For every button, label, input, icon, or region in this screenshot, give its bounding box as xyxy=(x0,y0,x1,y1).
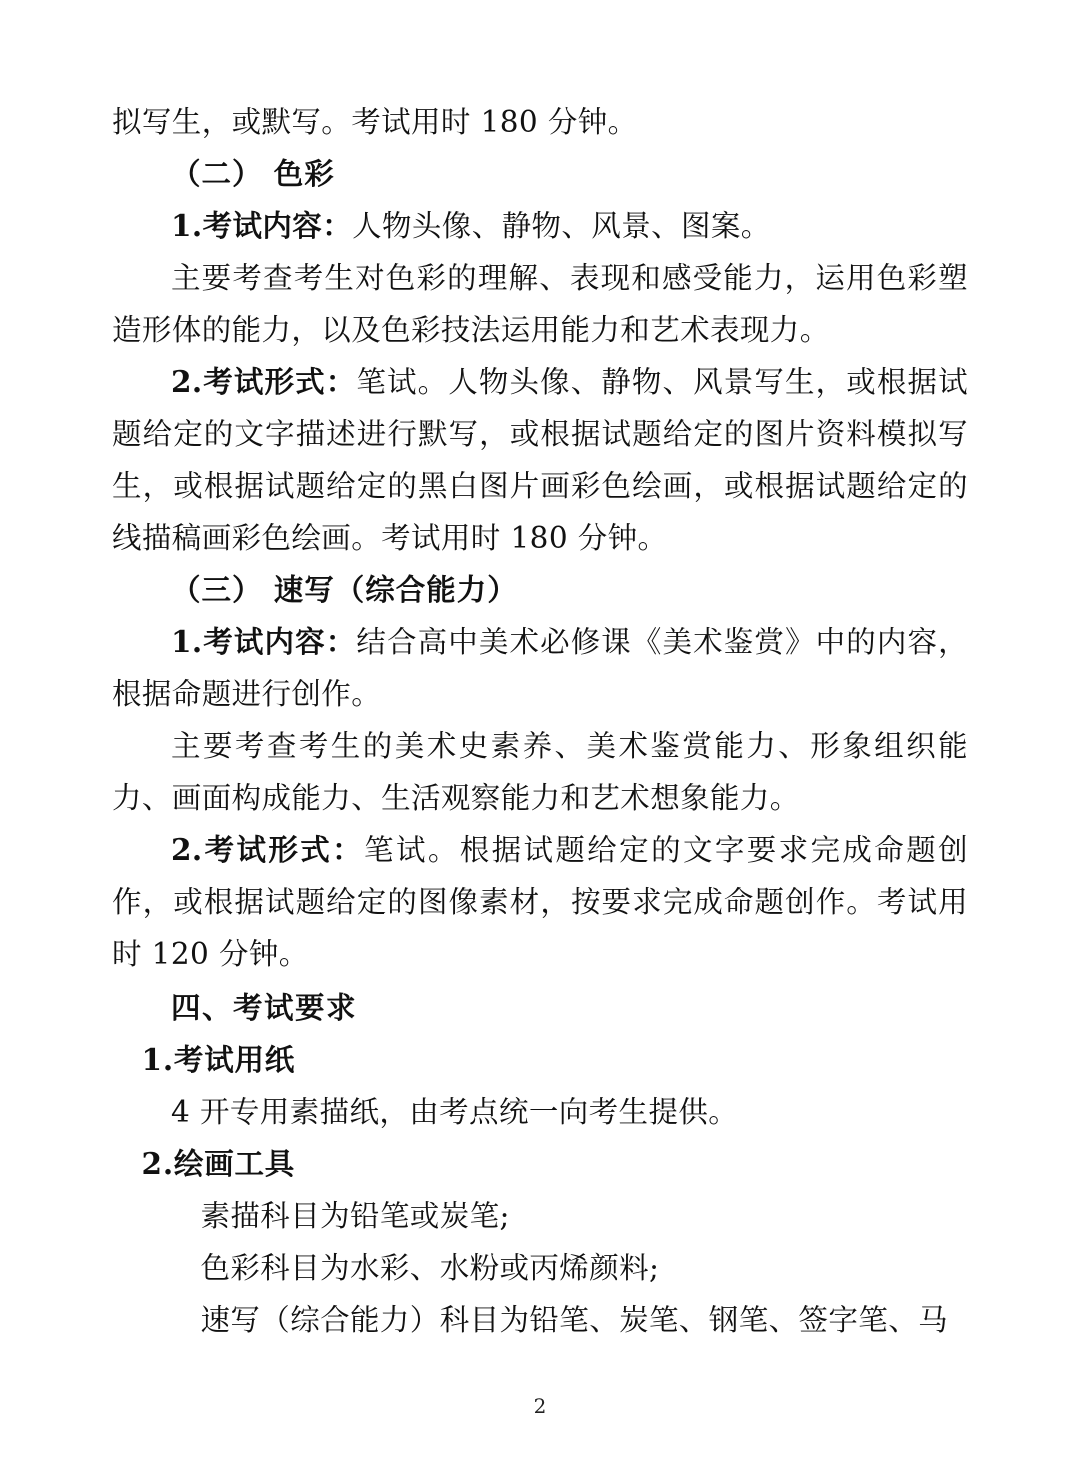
list-item-tool-color: 色彩科目为水彩、水粉或丙烯颜料; xyxy=(200,1251,660,1285)
sub-heading-exam-paper: 1.考试用纸 xyxy=(141,1042,296,1077)
label-exam-content-color: 1.考试内容： xyxy=(171,208,353,243)
page-number: 2 xyxy=(533,1394,547,1418)
text-exam-content-color: 人物头像、静物、风景、图案。 xyxy=(352,209,771,243)
section-heading-color: （二） 色彩 xyxy=(171,156,335,191)
text-exam-content-sketch: 结合高中美术必修课《美术鉴赏》中的内容，根据命题进行创作。 xyxy=(112,625,968,711)
text-exam-form-color: 笔试。人物头像、静物、风景写生，或根据试题给定的文字描述进行默写，或根据试题给定的图片资料模拟写生，或根据试题给定的黑白图片画彩色绘画，或根据试题给定的线描稿画彩色绘画。考试用时 180 分钟。 xyxy=(112,365,968,555)
section-heading-sketch: （三） 速写（综合能力） xyxy=(171,572,518,607)
label-exam-content-sketch: 1.考试内容： xyxy=(171,624,357,659)
text-exam-form-sketch: 笔试。根据试题给定的文字要求完成命题创作，或根据试题给定的图像素材，按要求完成命题创作。考试用时 120 分钟。 xyxy=(112,833,968,971)
sub-heading-drawing-tools: 2.绘画工具 xyxy=(141,1146,296,1181)
paragraph-exam-paper-text: 4 开专用素描纸，由考点统一向考生提供。 xyxy=(171,1095,739,1129)
list-item-tool-sketch: 素描科目为铅笔或炭笔; xyxy=(200,1199,510,1233)
label-exam-form-sketch: 2.考试形式： xyxy=(171,832,365,867)
paragraph-color-content-description: 主要考查考生对色彩的理解、表现和感受能力，运用色彩塑造形体的能力，以及色彩技法运用能力和艺术表现力。 xyxy=(112,261,968,347)
label-exam-form-color: 2.考试形式： xyxy=(171,364,357,399)
list-item-tool-speed-sketch: 速写（综合能力）科目为铅笔、炭笔、钢笔、签字笔、马 xyxy=(200,1303,949,1337)
document-body xyxy=(112,96,968,1346)
main-heading-exam-requirements: 四、考试要求 xyxy=(171,990,358,1025)
paragraph-sketch-content-description: 主要考查考生的美术史素养、美术鉴赏能力、形象组织能力、画面构成能力、生活观察能力和艺术想象能力。 xyxy=(112,729,968,815)
paragraph-continuation: 拟写生，或默写。考试用时 180 分钟。 xyxy=(112,105,638,139)
